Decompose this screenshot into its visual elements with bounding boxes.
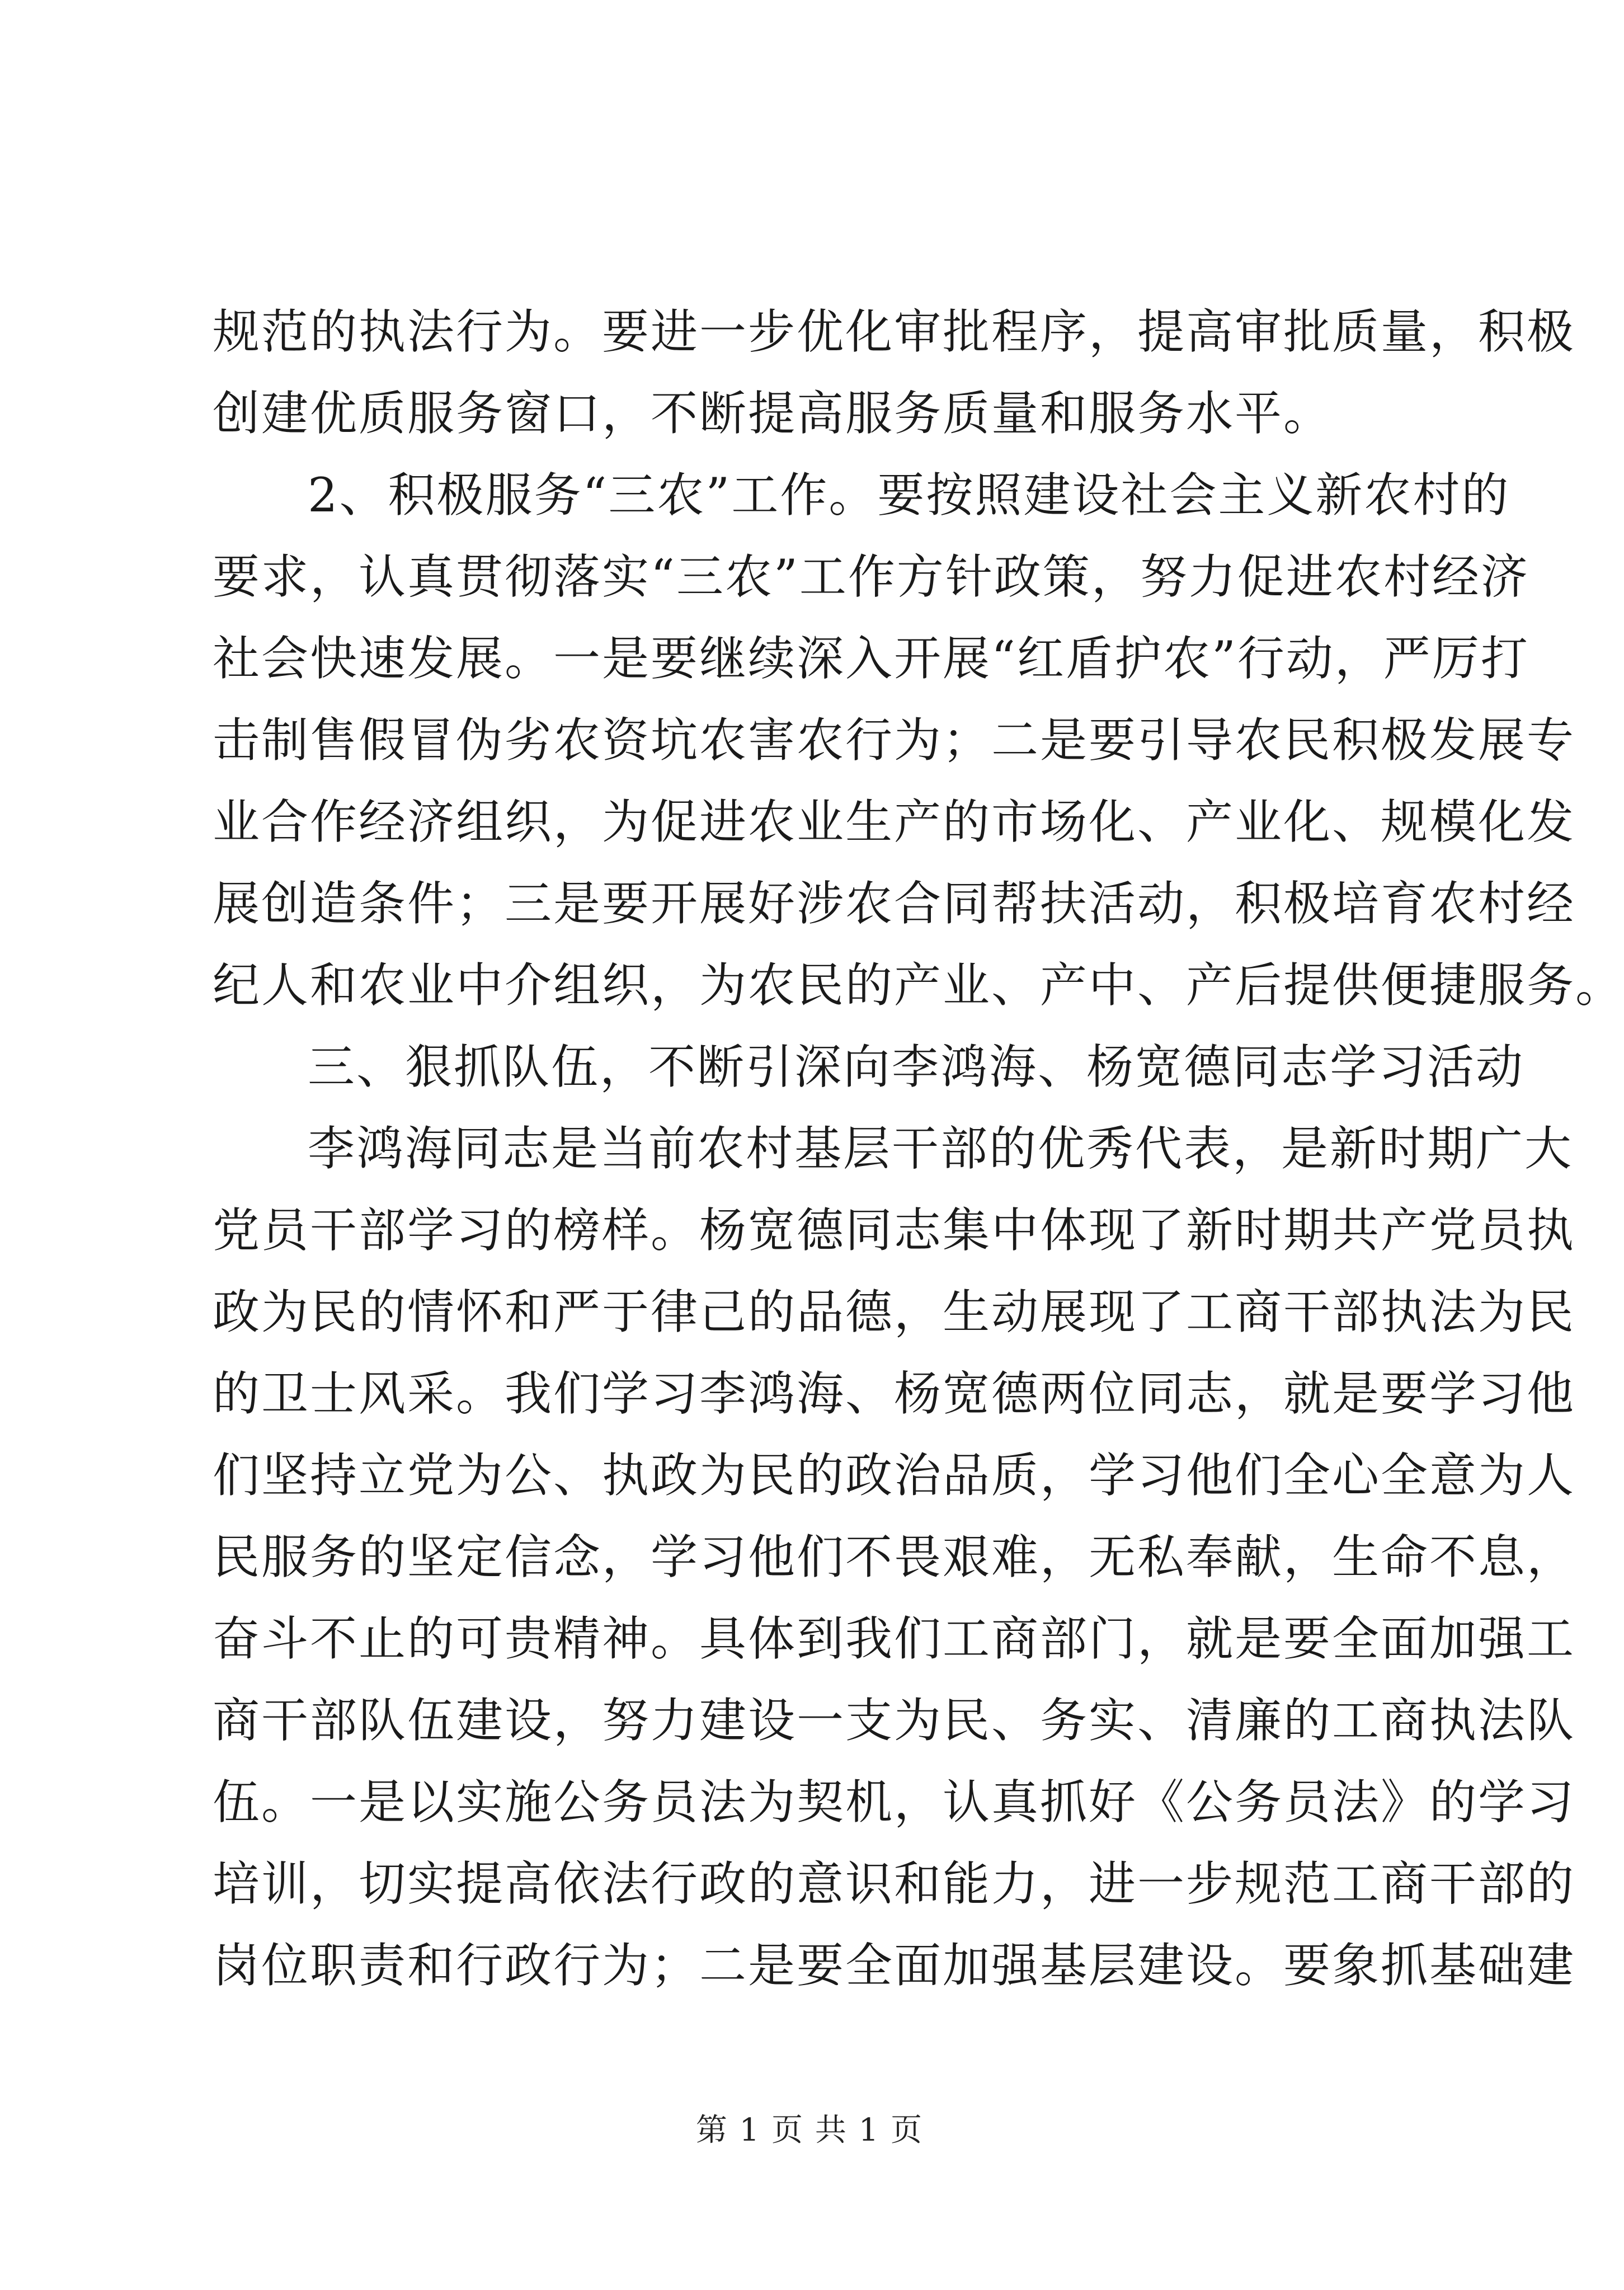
text-line: 奋斗不止的可贵精神。具体到我们工商部门，就是要全面加强工 xyxy=(213,1611,1576,1666)
text-line: 的卫士风采。我们学习李鸿海、杨宽德两位同志，就是要学习他 xyxy=(213,1366,1576,1421)
text-line: 们坚持立党为公、执政为民的政治品质，学习他们全心全意为人 xyxy=(213,1448,1576,1503)
text-line: 规范的执法行为。要进一步优化审批程序，提高审批质量，积极 xyxy=(213,304,1576,359)
text-line: 伍。一是以实施公务员法为契机，认真抓好《公务员法》的学习 xyxy=(213,1775,1576,1830)
text-line: 培训，切实提高依法行政的意识和能力，进一步规范工商干部的 xyxy=(213,1856,1576,1911)
text-line: 展创造条件；三是要开展好涉农合同帮扶活动，积极培育农村经 xyxy=(213,876,1576,931)
document-body xyxy=(213,291,1624,2006)
text-line: 要求，认真贯彻落实“三农”工作方针政策，努力促进农村经济 xyxy=(213,549,1529,604)
text-line: 纪人和农业中介组织，为农民的产业、产中、产后提供便捷服务。 xyxy=(213,958,1624,1013)
text-line: 商干部队伍建设，努力建设一支为民、务实、清廉的工商执法队 xyxy=(213,1693,1576,1748)
text-line: 业合作经济组织，为促进农业生产的市场化、产业化、规模化发 xyxy=(213,794,1576,849)
text-line: 岗位职责和行政行为；二是要全面加强基层建设。要象抓基础建 xyxy=(213,1938,1576,1993)
section-heading: 三、狠抓队伍，不断引深向李鸿海、杨宽德同志学习活动 xyxy=(308,1040,1525,1094)
text-line: 民服务的坚定信念，学习他们不畏艰难，无私奉献，生命不息， xyxy=(213,1530,1576,1584)
paragraph-start-line: 李鸿海同志是当前农村基层干部的优秀代表，是新时期广大 xyxy=(308,1121,1574,1176)
text-line: 社会快速发展。一是要继续深入开展“红盾护农”行动，严厉打 xyxy=(213,631,1529,686)
page-number-footer: 第 1 页 共 1 页 xyxy=(695,2112,924,2148)
text-line: 创建优质服务窗口，不断提高服务质量和服务水平。 xyxy=(213,386,1333,441)
text-line: 击制售假冒伪劣农资坑农害农行为；二是要引导农民积极发展专 xyxy=(213,713,1576,768)
text-line: 党员干部学习的榜样。杨宽德同志集中体现了新时期共产党员执 xyxy=(213,1203,1576,1258)
text-line: 政为民的情怀和严于律己的品德，生动展现了工商干部执法为民 xyxy=(213,1285,1576,1339)
paragraph-start-line: 2、积极服务“三农”工作。要按照建设社会主义新农村的 xyxy=(308,468,1510,523)
